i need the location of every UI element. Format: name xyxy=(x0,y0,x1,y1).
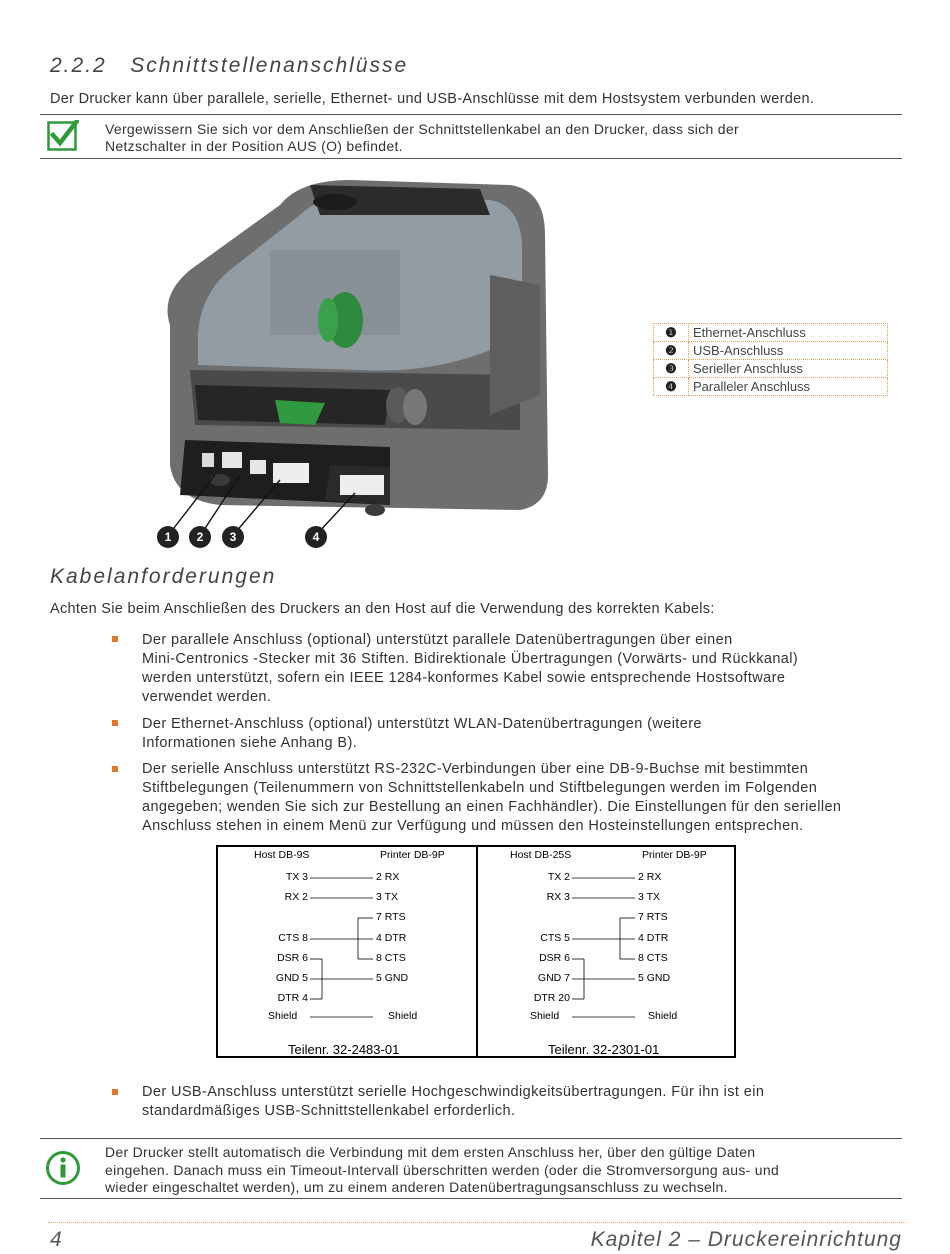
bullet-marker xyxy=(112,1089,118,1095)
callout-badge-1: 1 xyxy=(157,526,179,548)
callout-badge-2: 2 xyxy=(189,526,211,548)
legend-label: Paralleler Anschluss xyxy=(689,378,888,396)
section-number: 2.2.2 xyxy=(50,54,107,77)
callout-badge-4: 4 xyxy=(305,526,327,548)
info-icon xyxy=(45,1150,81,1186)
bullet-ethernet: Der Ethernet-Anschluss (optional) unterstützt WLAN-Datenübertragungen (weitere Informationen siehe Anhang B). xyxy=(142,716,702,751)
bullet-parallel: Der parallele Anschluss (optional) unterstützt parallele Datenübertragungen über einen Mini-Centronics -Stecker mit 36 Stiften. Bidirektionale Übertragungen (Vorwärts- und Rückkanal) werden unterstützt, sofern ein IEEE 1284-konformes Kabel sowie entsprechende Hostsoftware verwendet werden. xyxy=(142,632,799,705)
printer-connector-label: Printer DB-9P xyxy=(642,849,707,861)
cable-heading: Kabelanforderungen xyxy=(50,565,277,588)
chapter-title: Kapitel 2 – Druckereinrichtung xyxy=(590,1228,902,1251)
legend-label: USB-Anschluss xyxy=(689,342,888,360)
legend-label: Ethernet-Anschluss xyxy=(689,324,888,342)
legend-num: ❶ xyxy=(654,324,689,342)
checkmark-icon xyxy=(47,120,79,151)
page-number: 4 xyxy=(50,1228,63,1251)
legend-num: ❸ xyxy=(654,360,689,378)
legend-row xyxy=(654,342,888,360)
bullet-serial: Der serielle Anschluss unterstützt RS-232C-Verbindungen über eine DB-9-Buchse mit bestimmten Stiftbelegungen (Teilenummern von Schnittstellenkabeln und Stiftbelegungen werden im Folgenden angegeben; wenden Sie sich zur Bestellung an einen Fachhändler). Die Einstellungen für den seriellen Anschluss stehen in einem Menü zur Verfügung und müssen den Hosteinstellungen entsprechen. xyxy=(142,761,842,834)
section-heading xyxy=(50,54,408,78)
legend-row xyxy=(654,324,888,342)
serial-wiring-diagram xyxy=(216,845,736,1058)
callout-legend xyxy=(653,323,888,396)
part-number: Teilenr. 32-2301-01 xyxy=(548,1042,660,1057)
host-connector-label: Host DB-25S xyxy=(510,849,572,861)
callout-badge-3: 3 xyxy=(222,526,244,548)
legend-num: ❷ xyxy=(654,342,689,360)
section-intro: Der Drucker kann über parallele, serielle, Ethernet- und USB-Anschlüsse mit dem Hostsystem verbunden werden. xyxy=(50,91,815,107)
check-note: Vergewissern Sie sich vor dem Anschließen der Schnittstellenkabel an den Drucker, dass sich der Netzschalter in der Position AUS (O) befindet. xyxy=(105,121,739,154)
host-connector-label: Host DB-9S xyxy=(254,849,310,861)
bullet-usb: Der USB-Anschluss unterstützt serielle Hochgeschwindigkeitsübertragungen. Für ihn ist ein standardmäßiges USB-Schnittstellenkabel erforderlich. xyxy=(142,1084,765,1119)
legend-row xyxy=(654,360,888,378)
wiring-db9: Host DB-9S Printer DB-9P TX 3 RX 2 CTS 8 DSR 6 GND 5 DTR 4 Shield 2 RX 3 TX 7 RTS 4 DTR 8 CTS 5 GND Shield Teilenr. 32-2483-01 xyxy=(254,849,445,1057)
printer-illustration xyxy=(150,175,570,555)
legend-num: ❹ xyxy=(654,378,689,396)
wiring-db25: Host DB-25S Printer DB-9P TX 2 RX 3 CTS 5 DSR 6 GND 7 DTR 20 Shield 2 RX 3 TX 7 RTS 4 DTR 8 CTS 5 GND Shield Teilenr. 32-2301-01 xyxy=(510,849,707,1057)
bullet-marker xyxy=(112,636,118,642)
bullet-marker xyxy=(112,720,118,726)
section-title: Schnittstellenanschlüsse xyxy=(130,54,409,77)
part-number: Teilenr. 32-2483-01 xyxy=(288,1042,400,1057)
info-note: Der Drucker stellt automatisch die Verbindung mit dem ersten Anschluss her, über den gültige Daten eingehen. Danach muss ein Timeout-Intervall überschritten werden (oder die Stromversorgung aus- und wieder eingeschaltet werden), um zu einem anderen Datenübertragungsanschluss zu wechseln. xyxy=(105,1144,780,1195)
footer-rule xyxy=(48,1222,906,1223)
printer-connector-label: Printer DB-9P xyxy=(380,849,445,861)
cable-intro: Achten Sie beim Anschließen des Druckers an den Host auf die Verwendung des korrekten Kabels: xyxy=(50,601,715,617)
legend-label: Serieller Anschluss xyxy=(689,360,888,378)
bullet-marker xyxy=(112,766,118,772)
legend-row xyxy=(654,378,888,396)
